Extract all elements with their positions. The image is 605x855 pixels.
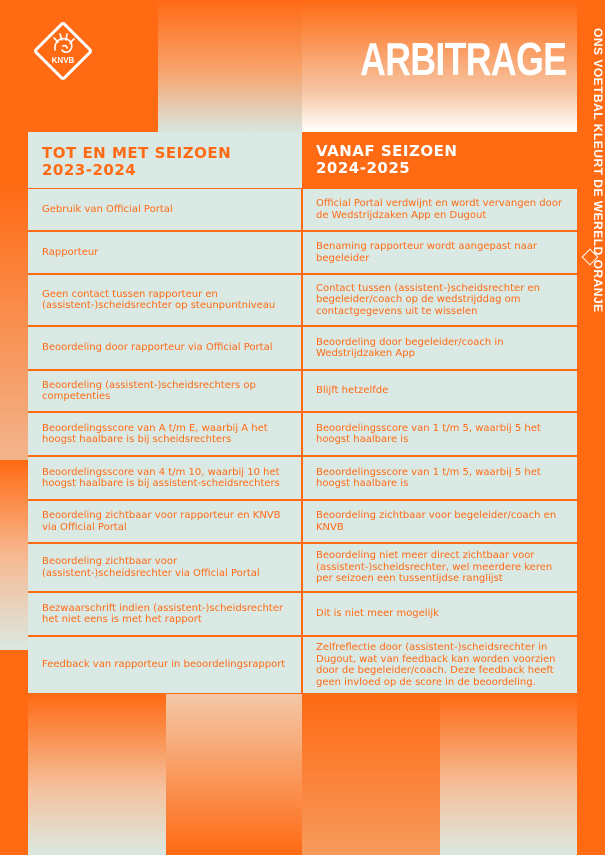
cell-new: Official Portal verdwijnt en wordt vervangen door de Wedstrijdzaken App en Dugout — [303, 189, 577, 230]
table-row — [28, 501, 577, 542]
column-header-right — [316, 143, 457, 177]
bg-block — [158, 0, 302, 132]
knvb-logo — [32, 20, 94, 82]
bg-strip-left — [0, 650, 28, 855]
cell-old: Beoordelingsscore van 4 t/m 10, waarbij 10 het hoogst haalbare is bij assistent-scheidsrechters — [28, 457, 301, 499]
table-row — [28, 189, 577, 230]
cell-old: Gebruik van Official Portal — [28, 189, 301, 230]
column-header-left — [42, 145, 231, 179]
cell-old: Beoordeling (assistent-)scheidsrechters op competenties — [28, 371, 301, 411]
slogan-text: ONS VOETBAL KLEURT DE WERELD ORANJE — [591, 28, 605, 313]
table-row — [28, 232, 577, 273]
cell-new: Contact tussen (assistent-)scheidsrechter en begeleider/coach op de wedstrijddag om contactgegevens uit te wisselen — [303, 275, 577, 325]
cell-old: Beoordelingsscore van A t/m E, waarbij A het hoogst haalbare is bij scheidsrechters — [28, 413, 301, 455]
page-title: ARBITRAGE — [360, 33, 567, 85]
cell-new: Blijft hetzelfde — [303, 371, 577, 411]
column-header-left-line1: TOT EN MET SEIZOEN — [42, 144, 232, 162]
column-header-left-line2: 2023-2024 — [42, 161, 137, 179]
table-row — [28, 637, 577, 693]
cell-old: Bezwaarschrift indien (assistent-)scheidsrechter het niet eens is met het rapport — [28, 593, 301, 635]
table-row — [28, 544, 577, 591]
cell-old: Beoordeling zichtbaar voor (assistent-)scheidsrechter via Official Portal — [28, 544, 301, 591]
column-header-right-line2: 2024-2025 — [316, 159, 411, 177]
bg-block — [166, 694, 302, 855]
cell-new: Beoordelingsscore van 1 t/m 5, waarbij 5 het hoogst haalbare is — [303, 413, 577, 455]
cell-old: Rapporteur — [28, 232, 301, 273]
cell-new: Beoordeling niet meer direct zichtbaar voor (assistent-)scheidsrechter, wel meerdere keren per seizoen een tussentijdse ranglijst — [303, 544, 577, 591]
column-header-right-line1: VANAF SEIZOEN — [316, 142, 458, 160]
cell-old: Beoordeling zichtbaar voor rapporteur en KNVB via Official Portal — [28, 501, 301, 542]
cell-old: Feedback van rapporteur in beoordelingsrapport — [28, 637, 301, 693]
table-row — [28, 457, 577, 499]
logo-text: KNVB — [51, 56, 75, 65]
bg-strip-left — [0, 460, 28, 650]
cell-new: Zelfreflectie door (assistent-)scheidsrechter in Dugout, wat van feedback kan worden voorzien door de begeleider/coach. Deze feedback heeft geen invloed op de score in de beoordeling. — [303, 637, 577, 693]
table-row — [28, 275, 577, 325]
cell-new: Beoordeling zichtbaar voor begeleider/coach en KNVB — [303, 501, 577, 542]
cell-old: Geen contact tussen rapporteur en (assistent-)scheidsrechter op steunpuntniveau — [28, 275, 301, 325]
table-row — [28, 413, 577, 455]
table-row — [28, 371, 577, 411]
cell-new: Benaming rapporteur wordt aangepast naar begeleider — [303, 232, 577, 273]
bg-strip-left — [0, 0, 28, 460]
cell-new: Beoordelingsscore van 1 t/m 5, waarbij 5 het hoogst haalbare is — [303, 457, 577, 499]
table-row — [28, 593, 577, 635]
bg-block — [302, 694, 440, 855]
bg-block — [28, 694, 166, 855]
cell-new: Beoordeling door begeleider/coach in Wedstrijdzaken App — [303, 327, 577, 369]
table-row — [28, 327, 577, 369]
cell-old: Beoordeling door rapporteur via Official Portal — [28, 327, 301, 369]
cell-new: Dit is niet meer mogelijk — [303, 593, 577, 635]
bg-block — [440, 694, 577, 855]
